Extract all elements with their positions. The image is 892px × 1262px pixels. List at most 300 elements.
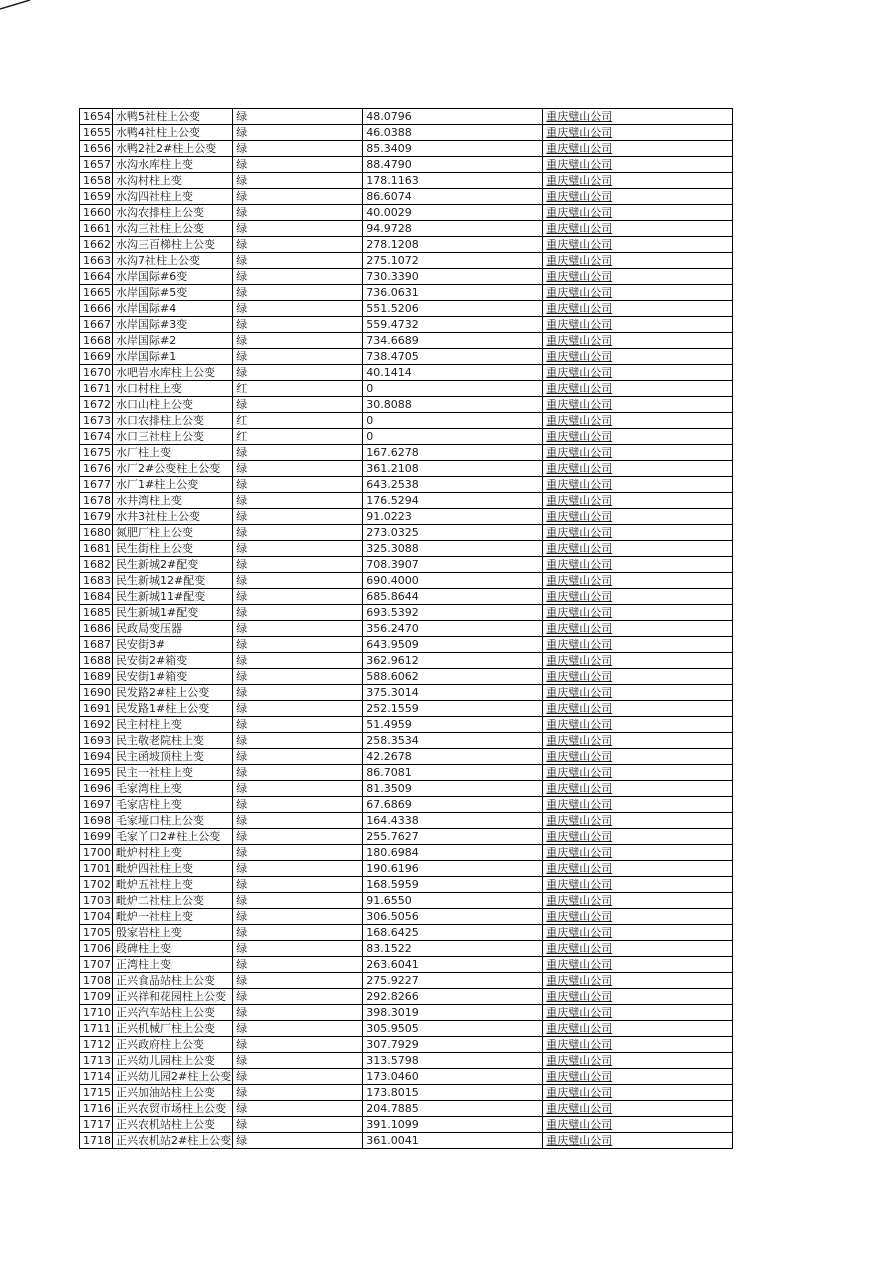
cell-value: 391.1099 (363, 1117, 543, 1133)
cell-row-number: 1680 (80, 525, 113, 541)
table-row (80, 109, 733, 125)
cell-value: 91.6550 (363, 893, 543, 909)
cell-company[interactable]: 重庆璧山公司 (543, 765, 733, 781)
cell-status: 绿 (233, 653, 363, 669)
cell-row-number: 1703 (80, 893, 113, 909)
cell-company[interactable]: 重庆璧山公司 (543, 973, 733, 989)
cell-company[interactable]: 重庆璧山公司 (543, 541, 733, 557)
cell-company[interactable]: 重庆璧山公司 (543, 205, 733, 221)
cell-value: 252.1559 (363, 701, 543, 717)
cell-status: 绿 (233, 269, 363, 285)
cell-value: 180.6984 (363, 845, 543, 861)
cell-row-number: 1666 (80, 301, 113, 317)
table-row (80, 413, 733, 429)
cell-transformer-name: 水岸国际#5变 (113, 285, 233, 301)
cell-value: 255.7627 (363, 829, 543, 845)
table-row (80, 189, 733, 205)
table-row (80, 637, 733, 653)
cell-value: 164.4338 (363, 813, 543, 829)
cell-value: 173.8015 (363, 1085, 543, 1101)
cell-value: 306.5056 (363, 909, 543, 925)
cell-value: 708.3907 (363, 557, 543, 573)
cell-value: 738.4705 (363, 349, 543, 365)
cell-row-number: 1696 (80, 781, 113, 797)
cell-row-number: 1713 (80, 1053, 113, 1069)
cell-company[interactable]: 重庆璧山公司 (543, 669, 733, 685)
cell-status: 绿 (233, 845, 363, 861)
cell-value: 81.3509 (363, 781, 543, 797)
cell-company[interactable]: 重庆璧山公司 (543, 509, 733, 525)
table-row (80, 237, 733, 253)
table-row (80, 685, 733, 701)
cell-row-number: 1657 (80, 157, 113, 173)
table-row (80, 205, 733, 221)
table-row (80, 973, 733, 989)
cell-company[interactable]: 重庆璧山公司 (543, 701, 733, 717)
table-row (80, 1021, 733, 1037)
cell-row-number: 1704 (80, 909, 113, 925)
cell-company[interactable]: 重庆璧山公司 (543, 573, 733, 589)
cell-transformer-name: 水口山柱上公变 (113, 397, 233, 413)
table-row (80, 781, 733, 797)
cell-company[interactable]: 重庆璧山公司 (543, 221, 733, 237)
cell-status: 绿 (233, 685, 363, 701)
transformer-table (79, 108, 733, 1149)
table-row (80, 173, 733, 189)
cell-row-number: 1690 (80, 685, 113, 701)
cell-company[interactable]: 重庆璧山公司 (543, 493, 733, 509)
table-row (80, 365, 733, 381)
cell-row-number: 1655 (80, 125, 113, 141)
cell-status: 绿 (233, 173, 363, 189)
cell-transformer-name: 水沟三社柱上公变 (113, 221, 233, 237)
cell-value: 204.7885 (363, 1101, 543, 1117)
cell-value: 361.0041 (363, 1133, 543, 1149)
cell-status: 绿 (233, 925, 363, 941)
cell-transformer-name: 水沟7社柱上公变 (113, 253, 233, 269)
cell-value: 685.8644 (363, 589, 543, 605)
cell-company[interactable]: 重庆璧山公司 (543, 125, 733, 141)
cell-status: 绿 (233, 717, 363, 733)
cell-transformer-name: 毛家店柱上变 (113, 797, 233, 813)
cell-value: 305.9505 (363, 1021, 543, 1037)
cell-status: 绿 (233, 1021, 363, 1037)
cell-company[interactable]: 重庆璧山公司 (543, 109, 733, 125)
cell-company[interactable]: 重庆璧山公司 (543, 1021, 733, 1037)
cell-transformer-name: 水吧岩水库柱上公变 (113, 365, 233, 381)
cell-transformer-name: 水岸国际#1 (113, 349, 233, 365)
cell-row-number: 1712 (80, 1037, 113, 1053)
table-row (80, 605, 733, 621)
table-row (80, 461, 733, 477)
cell-value: 0 (363, 381, 543, 397)
cell-row-number: 1694 (80, 749, 113, 765)
cell-status: 绿 (233, 365, 363, 381)
cell-company[interactable]: 重庆璧山公司 (543, 1005, 733, 1021)
cell-company[interactable]: 重庆璧山公司 (543, 285, 733, 301)
cell-transformer-name: 毛家垭口柱上公变 (113, 813, 233, 829)
cell-status: 绿 (233, 285, 363, 301)
cell-status: 绿 (233, 829, 363, 845)
cell-status: 绿 (233, 205, 363, 221)
cell-company[interactable]: 重庆璧山公司 (543, 301, 733, 317)
cell-value: 313.5798 (363, 1053, 543, 1069)
cell-company[interactable]: 重庆璧山公司 (543, 445, 733, 461)
cell-company[interactable]: 重庆璧山公司 (543, 317, 733, 333)
cell-company[interactable]: 重庆璧山公司 (543, 477, 733, 493)
cell-status: 绿 (233, 333, 363, 349)
cell-company[interactable]: 重庆璧山公司 (543, 829, 733, 845)
cell-row-number: 1714 (80, 1069, 113, 1085)
cell-value: 693.5392 (363, 605, 543, 621)
table-row (80, 1005, 733, 1021)
cell-transformer-name: 正兴幼儿园柱上公变 (113, 1053, 233, 1069)
cell-transformer-name: 水沟水库柱上变 (113, 157, 233, 173)
cell-status: 绿 (233, 877, 363, 893)
cell-status: 绿 (233, 589, 363, 605)
cell-transformer-name: 毗炉五社柱上变 (113, 877, 233, 893)
cell-company[interactable]: 重庆璧山公司 (543, 1053, 733, 1069)
table-row (80, 125, 733, 141)
cell-row-number: 1674 (80, 429, 113, 445)
cell-company[interactable]: 重庆璧山公司 (543, 813, 733, 829)
table-row (80, 909, 733, 925)
cell-company[interactable]: 重庆璧山公司 (543, 717, 733, 733)
cell-company[interactable]: 重庆璧山公司 (543, 1085, 733, 1101)
cell-value: 356.2470 (363, 621, 543, 637)
cell-transformer-name: 正湾柱上变 (113, 957, 233, 973)
table-row (80, 813, 733, 829)
cell-value: 292.8266 (363, 989, 543, 1005)
cell-transformer-name: 民生新城2#配变 (113, 557, 233, 573)
cell-row-number: 1702 (80, 877, 113, 893)
table-row (80, 509, 733, 525)
table-row (80, 925, 733, 941)
cell-value: 736.0631 (363, 285, 543, 301)
cell-company[interactable]: 重庆璧山公司 (543, 237, 733, 253)
table-row (80, 845, 733, 861)
cell-row-number: 1692 (80, 717, 113, 733)
table-row (80, 157, 733, 173)
cell-status: 绿 (233, 317, 363, 333)
cell-company[interactable]: 重庆璧山公司 (543, 189, 733, 205)
cell-row-number: 1716 (80, 1101, 113, 1117)
table-row (80, 797, 733, 813)
cell-row-number: 1685 (80, 605, 113, 621)
table-row (80, 957, 733, 973)
cell-row-number: 1658 (80, 173, 113, 189)
cell-status: 绿 (233, 701, 363, 717)
cell-company[interactable]: 重庆璧山公司 (543, 877, 733, 893)
cell-transformer-name: 正兴机械厂柱上公变 (113, 1021, 233, 1037)
cell-row-number: 1695 (80, 765, 113, 781)
table-row (80, 221, 733, 237)
cell-value: 190.6196 (363, 861, 543, 877)
table-row (80, 1085, 733, 1101)
table-row (80, 317, 733, 333)
cell-value: 40.0029 (363, 205, 543, 221)
cell-status: 绿 (233, 125, 363, 141)
table-row (80, 765, 733, 781)
cell-row-number: 1709 (80, 989, 113, 1005)
cell-row-number: 1715 (80, 1085, 113, 1101)
cell-transformer-name: 水厂1#柱上公变 (113, 477, 233, 493)
cell-status: 绿 (233, 637, 363, 653)
cell-row-number: 1679 (80, 509, 113, 525)
cell-value: 559.4732 (363, 317, 543, 333)
cell-value: 275.9227 (363, 973, 543, 989)
cell-row-number: 1691 (80, 701, 113, 717)
cell-transformer-name: 民发路1#柱上公变 (113, 701, 233, 717)
cell-row-number: 1718 (80, 1133, 113, 1149)
cell-value: 86.6074 (363, 189, 543, 205)
cell-transformer-name: 毗炉四社柱上变 (113, 861, 233, 877)
cell-transformer-name: 殷家岩柱上变 (113, 925, 233, 941)
page-corner-mark (0, 0, 40, 14)
cell-company[interactable]: 重庆璧山公司 (543, 925, 733, 941)
cell-value: 275.1072 (363, 253, 543, 269)
cell-status: 红 (233, 429, 363, 445)
table-row (80, 861, 733, 877)
cell-company[interactable]: 重庆璧山公司 (543, 957, 733, 973)
cell-company[interactable]: 重庆璧山公司 (543, 1117, 733, 1133)
cell-company[interactable]: 重庆璧山公司 (543, 749, 733, 765)
cell-value: 67.6869 (363, 797, 543, 813)
cell-status: 绿 (233, 797, 363, 813)
cell-value: 42.2678 (363, 749, 543, 765)
cell-company[interactable]: 重庆璧山公司 (543, 333, 733, 349)
table-row (80, 397, 733, 413)
table-row (80, 701, 733, 717)
cell-transformer-name: 水岸国际#3变 (113, 317, 233, 333)
cell-status: 绿 (233, 813, 363, 829)
cell-value: 730.3390 (363, 269, 543, 285)
table-row (80, 301, 733, 317)
cell-transformer-name: 正兴加油站柱上公变 (113, 1085, 233, 1101)
cell-row-number: 1654 (80, 109, 113, 125)
cell-value: 551.5206 (363, 301, 543, 317)
cell-company[interactable]: 重庆璧山公司 (543, 253, 733, 269)
cell-status: 绿 (233, 477, 363, 493)
cell-transformer-name: 正兴汽车站柱上公变 (113, 1005, 233, 1021)
cell-company[interactable]: 重庆璧山公司 (543, 733, 733, 749)
cell-company[interactable]: 重庆璧山公司 (543, 365, 733, 381)
cell-company[interactable]: 重庆璧山公司 (543, 621, 733, 637)
cell-transformer-name: 民主村柱上变 (113, 717, 233, 733)
cell-row-number: 1688 (80, 653, 113, 669)
cell-transformer-name: 水厂柱上变 (113, 445, 233, 461)
cell-company[interactable]: 重庆璧山公司 (543, 861, 733, 877)
cell-status: 绿 (233, 893, 363, 909)
cell-row-number: 1697 (80, 797, 113, 813)
cell-row-number: 1669 (80, 349, 113, 365)
cell-value: 48.0796 (363, 109, 543, 125)
cell-transformer-name: 水鸭5社柱上公变 (113, 109, 233, 125)
cell-value: 398.3019 (363, 1005, 543, 1021)
table-row (80, 1053, 733, 1069)
table-row (80, 333, 733, 349)
cell-status: 绿 (233, 989, 363, 1005)
cell-value: 91.0223 (363, 509, 543, 525)
cell-status: 绿 (233, 1069, 363, 1085)
table-row (80, 941, 733, 957)
cell-company[interactable]: 重庆璧山公司 (543, 141, 733, 157)
cell-value: 278.1208 (363, 237, 543, 253)
cell-value: 361.2108 (363, 461, 543, 477)
cell-transformer-name: 水口村柱上变 (113, 381, 233, 397)
table-row (80, 269, 733, 285)
cell-value: 51.4959 (363, 717, 543, 733)
cell-row-number: 1705 (80, 925, 113, 941)
cell-company[interactable]: 重庆璧山公司 (543, 413, 733, 429)
cell-value: 40.1414 (363, 365, 543, 381)
cell-company[interactable]: 重庆璧山公司 (543, 349, 733, 365)
cell-company[interactable]: 重庆璧山公司 (543, 397, 733, 413)
table-row (80, 349, 733, 365)
cell-value: 690.4000 (363, 573, 543, 589)
cell-transformer-name: 水口三社柱上公变 (113, 429, 233, 445)
cell-value: 173.0460 (363, 1069, 543, 1085)
cell-transformer-name: 水岸国际#6变 (113, 269, 233, 285)
cell-company[interactable]: 重庆璧山公司 (543, 381, 733, 397)
cell-company[interactable]: 重庆璧山公司 (543, 1101, 733, 1117)
cell-company[interactable]: 重庆璧山公司 (543, 893, 733, 909)
table-row (80, 573, 733, 589)
cell-transformer-name: 民安街1#箱变 (113, 669, 233, 685)
cell-transformer-name: 水沟农排柱上公变 (113, 205, 233, 221)
cell-company[interactable]: 重庆璧山公司 (543, 1037, 733, 1053)
table-row (80, 749, 733, 765)
cell-transformer-name: 民政局变压器 (113, 621, 233, 637)
cell-row-number: 1683 (80, 573, 113, 589)
cell-company[interactable]: 重庆璧山公司 (543, 525, 733, 541)
cell-row-number: 1660 (80, 205, 113, 221)
cell-company[interactable]: 重庆璧山公司 (543, 909, 733, 925)
cell-company[interactable]: 重庆璧山公司 (543, 637, 733, 653)
cell-row-number: 1661 (80, 221, 113, 237)
cell-value: 83.1522 (363, 941, 543, 957)
table-row (80, 525, 733, 541)
cell-value: 30.8088 (363, 397, 543, 413)
cell-value: 643.9509 (363, 637, 543, 653)
cell-value: 0 (363, 429, 543, 445)
table-row (80, 253, 733, 269)
cell-company[interactable]: 重庆璧山公司 (543, 589, 733, 605)
cell-row-number: 1659 (80, 189, 113, 205)
cell-company[interactable]: 重庆璧山公司 (543, 461, 733, 477)
cell-status: 绿 (233, 861, 363, 877)
cell-transformer-name: 水岸国际#4 (113, 301, 233, 317)
cell-company[interactable]: 重庆璧山公司 (543, 941, 733, 957)
table-row (80, 541, 733, 557)
cell-row-number: 1678 (80, 493, 113, 509)
transformer-table-body (80, 109, 733, 1149)
cell-row-number: 1673 (80, 413, 113, 429)
cell-transformer-name: 民发路2#柱上公变 (113, 685, 233, 701)
cell-company[interactable]: 重庆璧山公司 (543, 605, 733, 621)
cell-transformer-name: 水井3社柱上公变 (113, 509, 233, 525)
cell-value: 258.3534 (363, 733, 543, 749)
cell-company[interactable]: 重庆璧山公司 (543, 429, 733, 445)
cell-company[interactable]: 重庆璧山公司 (543, 685, 733, 701)
cell-transformer-name: 民生新城12#配变 (113, 573, 233, 589)
cell-status: 绿 (233, 349, 363, 365)
cell-row-number: 1665 (80, 285, 113, 301)
cell-value: 168.6425 (363, 925, 543, 941)
table-row (80, 989, 733, 1005)
cell-company[interactable]: 重庆璧山公司 (543, 1069, 733, 1085)
cell-company[interactable]: 重庆璧山公司 (543, 157, 733, 173)
cell-transformer-name: 正兴农贸市场柱上公变 (113, 1101, 233, 1117)
table-row (80, 285, 733, 301)
cell-company[interactable]: 重庆璧山公司 (543, 845, 733, 861)
cell-value: 643.2538 (363, 477, 543, 493)
cell-value: 362.9612 (363, 653, 543, 669)
cell-transformer-name: 民生新城11#配变 (113, 589, 233, 605)
cell-row-number: 1672 (80, 397, 113, 413)
cell-transformer-name: 正兴政府柱上公变 (113, 1037, 233, 1053)
cell-status: 红 (233, 381, 363, 397)
cell-status: 绿 (233, 301, 363, 317)
cell-transformer-name: 水沟村柱上变 (113, 173, 233, 189)
cell-row-number: 1693 (80, 733, 113, 749)
cell-transformer-name: 正兴祥和花园柱上公变 (113, 989, 233, 1005)
table-row (80, 877, 733, 893)
cell-transformer-name: 毗炉二社柱上公变 (113, 893, 233, 909)
cell-row-number: 1656 (80, 141, 113, 157)
cell-row-number: 1698 (80, 813, 113, 829)
cell-value: 86.7081 (363, 765, 543, 781)
cell-transformer-name: 民主函坡顶柱上变 (113, 749, 233, 765)
cell-transformer-name: 毗炉一社柱上变 (113, 909, 233, 925)
cell-value: 734.6689 (363, 333, 543, 349)
cell-status: 绿 (233, 1053, 363, 1069)
cell-transformer-name: 段碑柱上变 (113, 941, 233, 957)
cell-transformer-name: 毗炉村柱上变 (113, 845, 233, 861)
cell-status: 绿 (233, 141, 363, 157)
cell-status: 绿 (233, 1037, 363, 1053)
cell-company[interactable]: 重庆璧山公司 (543, 797, 733, 813)
cell-value: 85.3409 (363, 141, 543, 157)
cell-row-number: 1701 (80, 861, 113, 877)
cell-transformer-name: 水鸭2社2#柱上公变 (113, 141, 233, 157)
cell-value: 588.6062 (363, 669, 543, 685)
cell-value: 375.3014 (363, 685, 543, 701)
cell-transformer-name: 水鸭4社柱上公变 (113, 125, 233, 141)
cell-company[interactable]: 重庆璧山公司 (543, 653, 733, 669)
cell-transformer-name: 水井湾柱上变 (113, 493, 233, 509)
table-row (80, 1037, 733, 1053)
cell-row-number: 1707 (80, 957, 113, 973)
cell-row-number: 1699 (80, 829, 113, 845)
cell-company[interactable]: 重庆璧山公司 (543, 989, 733, 1005)
table-row (80, 445, 733, 461)
cell-row-number: 1682 (80, 557, 113, 573)
cell-transformer-name: 正兴农机站柱上公变 (113, 1117, 233, 1133)
cell-company[interactable]: 重庆璧山公司 (543, 269, 733, 285)
cell-company[interactable]: 重庆璧山公司 (543, 781, 733, 797)
cell-company[interactable]: 重庆璧山公司 (543, 557, 733, 573)
cell-row-number: 1676 (80, 461, 113, 477)
cell-row-number: 1677 (80, 477, 113, 493)
cell-value: 325.3088 (363, 541, 543, 557)
cell-value: 307.7929 (363, 1037, 543, 1053)
table-row (80, 381, 733, 397)
cell-company[interactable]: 重庆璧山公司 (543, 173, 733, 189)
cell-status: 绿 (233, 221, 363, 237)
cell-company[interactable]: 重庆璧山公司 (543, 1133, 733, 1149)
cell-row-number: 1717 (80, 1117, 113, 1133)
